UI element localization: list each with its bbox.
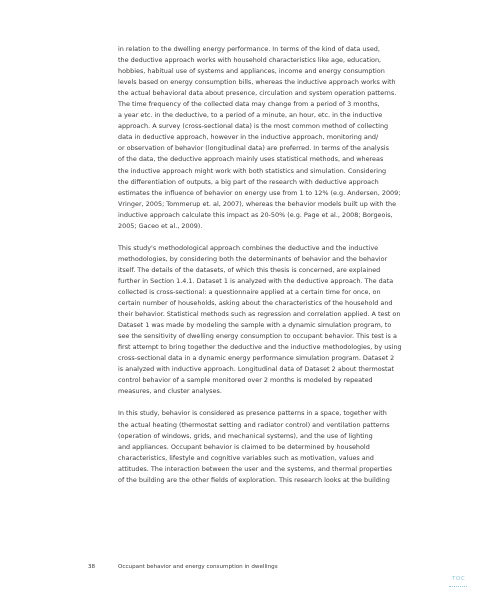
text-line: methodologies, by considering both the determinants of behavior and the behavior [118,254,388,263]
running-title: Occupant behavior and energy consumption in dwellings [118,564,278,570]
text-line: Dataset 1 was made by modeling the sample with a dynamic simulation program, to [118,321,392,330]
text-line: or observation of behavior (longitudinal data) are preferred. In terms of the analysis [118,144,389,153]
text-line: levels based on energy consumption bills, whereas the inductive approach works with [118,78,396,87]
text-line: the actual behavioral data about presence, circulation and system operation patterns. [118,89,397,98]
text-line: characteristics, lifestyle and cognitive variables such as motivation, values and [118,453,374,462]
text-line: Vringer, 2005; Tommerup et. al, 2007), whereas the behavior models built up with the [118,199,397,208]
text-line: their behavior. Statistical methods such as regression and correlation applied. A test on [118,310,401,319]
text-line: data in deductive approach, however in the inductive approach, monitoring and/ [118,133,379,142]
text-line: cross-sectional data in a dynamic energy performance simulation program. Dataset 2 [118,354,395,363]
text-line: a year etc. in the deductive, to a period of a minute, an hour, etc. in the inductive [118,111,383,120]
text-line: the actual heating (thermostat setting and radiator control) and ventilation patterns [118,420,390,429]
text-line: The time frequency of the collected data may change from a period of 3 months, [118,100,380,109]
text-line: see the sensitivity of dwelling energy consumption to occupant behavior. This test is a [118,332,397,341]
body-paragraph [118,44,434,232]
text-line: collected is cross-sectional: a questionnaire applied at a certain time for once, on [118,287,381,296]
text-line: of the data, the deductive approach mainly uses statistical methods, and whereas [118,155,384,164]
text-line: of the building are the other fields of exploration. This research looks at the building [118,475,390,484]
text-line: is analyzed with inductive approach. Longitudinal data of Dataset 2 about thermostat [118,365,395,374]
text-line: 2005; Gaceo et al., 2009). [118,221,203,230]
text-line: estimates the influence of behavior on energy use from 1 to 12% (e.g. Andersen, 2009; [118,188,401,197]
text-line: the differentiation of outputs, a big part of the research with deductive approach [118,177,379,186]
text-line: first attempt to bring together the deductive and the inductive methodologies, by using [118,343,402,352]
page-footer [88,564,278,570]
text-line: attitudes. The interaction between the user and the systems, and thermal properties [118,464,392,473]
page-body [118,44,434,497]
text-line: the inductive approach might work with both statistics and simulation. Considering [118,166,387,175]
text-line: certain number of households, asking about the characteristics of the household and [118,299,393,308]
page-number: 38 [88,564,96,570]
text-line: in relation to the dwelling energy performance. In terms of the kind of data used, [118,45,380,53]
text-line: control behavior of a sample monitored over 2 months is modeled by repeated [118,376,373,385]
text-line: (operation of windows, grids, and mechanical systems), and the use of lighting [118,431,373,440]
body-paragraph [118,408,434,485]
text-line: In this study, behavior is considered as presence patterns in a space, together with [118,409,387,418]
text-line: further in Section 1.4.1. Dataset 1 is analyzed with the deductive approach. The data [118,276,394,285]
body-paragraph [118,243,434,398]
text-line: the deductive approach works with household characteristics like age, education, [118,56,382,65]
text-line: itself. The details of the datasets, of which this thesis is concerned, are explained [118,265,381,274]
text-line: measures, and cluster analyses. [118,387,222,396]
text-line: approach. A survey (cross-sectional data) is the most common method of collecting [118,122,389,131]
text-line: hobbies, habitual use of systems and appliances, income and energy consumption [118,67,385,76]
text-line: inductive approach calculate this impact as 20-50% (e.g. Page et al., 2008; Borgeois, [118,210,393,219]
toc-underline [449,586,467,587]
toc-link[interactable]: TOC [452,576,466,582]
text-line: This study's methodological approach combines the deductive and the inductive [118,243,379,252]
text-line: and appliances. Occupant behavior is claimed to be determined by household [118,442,370,451]
